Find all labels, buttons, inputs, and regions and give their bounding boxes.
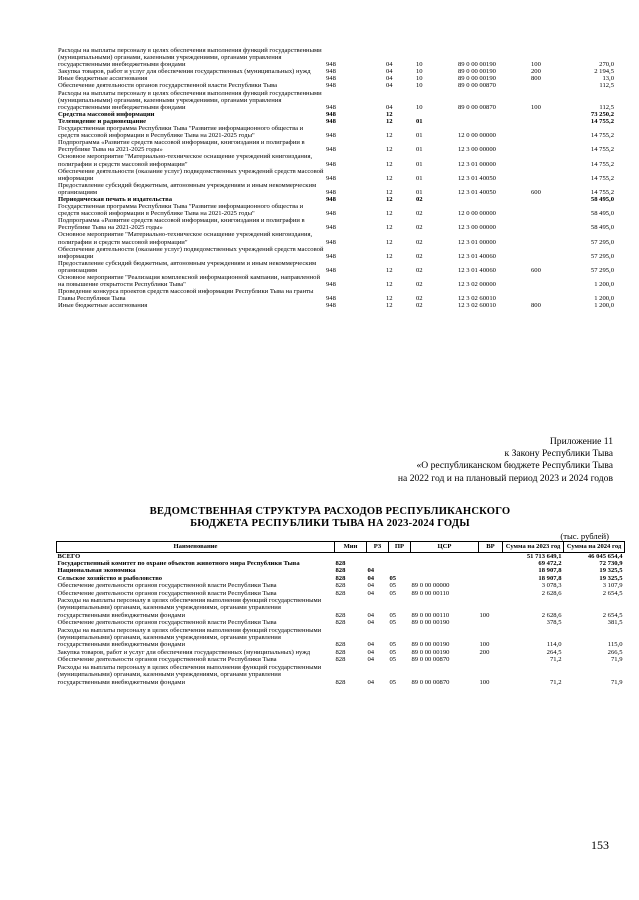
row-vr: [479, 590, 503, 597]
row-sum-2023: 18 907,8: [538, 574, 562, 582]
row-min: 948: [326, 281, 336, 289]
row-sum-2023: 264,5: [546, 648, 562, 656]
row-rz: 12: [386, 160, 393, 168]
row-min: 948: [326, 103, 336, 111]
row-rz: 04: [367, 589, 375, 597]
row-sum: 57 295,0: [590, 252, 614, 260]
row-sum: 14 755,2: [590, 174, 614, 182]
row-name: Закупка товаров, работ и услуг для обеспечения государственных (муниципальных) нужд: [58, 68, 311, 76]
row-pr: 05: [389, 678, 397, 686]
row-name: Обеспечение деятельности органов государственной власти Республики Тыва: [57, 589, 277, 597]
row-vr: 100: [479, 611, 490, 619]
row-pr: 05: [389, 656, 397, 664]
row-vr: [479, 656, 503, 663]
row-vr: 100: [479, 678, 490, 686]
appendix-line-3: «О республиканском бюджете Республики Тыва: [416, 460, 613, 472]
row-rz: 12: [386, 210, 393, 218]
row-pr: 05: [389, 641, 397, 649]
table-row: [57, 597, 625, 619]
row-name: Закупка товаров, работ и услуг для обеспечения государственных (муниципальных) нужд: [57, 648, 311, 656]
row-min: 948: [326, 302, 336, 310]
row-pr: 01: [416, 117, 423, 125]
row-csr: 12 3 01 40060: [458, 266, 496, 274]
row-csr: 89 0 00 00190: [411, 648, 450, 656]
table-row: [58, 168, 614, 182]
row-name: Предоставление субсидий бюджетным, автономным учреждениям и иным некоммерческим организациям: [58, 181, 317, 196]
row-sum: 270,0: [599, 61, 614, 69]
row-name: ВСЕГО: [57, 552, 81, 560]
row-rz: 12: [386, 110, 393, 118]
row-min: 948: [326, 146, 336, 154]
row-pr: 02: [416, 238, 423, 246]
row-sum-2024: 71,9: [610, 678, 623, 686]
row-name: Сельское хозяйство и рыболовство: [57, 574, 163, 582]
row-pr: 01: [416, 146, 423, 154]
row-name: Обеспечение деятельности (оказание услуг) подведомственных учреждений средств массовой информации: [58, 167, 324, 182]
header-name: Наименование: [57, 542, 335, 553]
table-row: [57, 552, 625, 560]
row-vr: 100: [531, 61, 541, 69]
row-min: 948: [326, 266, 336, 274]
row-csr: 89 0 00 00870: [411, 656, 450, 664]
table-row: [58, 125, 614, 139]
row-pr: 10: [416, 75, 423, 83]
row-rz: 04: [367, 648, 375, 656]
row-name: Проведение конкурса проектов средств массовой информации Республики Тыва на гранты Главы Республики Тыва: [58, 288, 314, 303]
row-sum: 112,5: [599, 82, 614, 90]
row-sum-2023: 18 907,8: [538, 567, 562, 575]
row-name: Подпрограмма «Развитие средств массовой информации, книгоиздания и полиграфии в Республике Тыва на 2021-2025 годы»: [58, 217, 305, 232]
row-pr: 10: [416, 61, 423, 69]
row-rz: 12: [386, 132, 393, 140]
row-rz: 12: [386, 252, 393, 260]
row-rz: [367, 560, 389, 567]
row-min: 948: [326, 295, 336, 303]
row-name: Иные бюджетные ассигнования: [58, 75, 148, 83]
row-vr: [531, 246, 561, 260]
row-pr: 02: [416, 281, 423, 289]
table-row: [58, 217, 614, 231]
row-min: 948: [326, 195, 336, 203]
row-name: Расходы на выплаты персоналу в целях обеспечения выполнения функций государственными (муниципальными) органами, казенными учреждениями, органами управления государственными внебюджетными фондами: [57, 663, 322, 686]
row-csr: 89 0 00 00870: [411, 678, 450, 686]
table-row: [58, 274, 614, 288]
row-min: 828: [335, 678, 346, 686]
row-pr: 05: [389, 574, 397, 582]
row-csr: 12 3 01 00000: [458, 238, 496, 246]
row-vr: [531, 82, 561, 89]
row-pr: 02: [416, 295, 423, 303]
row-sum-2024: 72 730,9: [599, 560, 623, 567]
row-name: Расходы на выплаты персоналу в целях обеспечения выполнения функций государственными (муниципальными) органами, казенными учреждениями, органами управления государственными внебюджетными фондами: [58, 89, 322, 111]
row-pr: [389, 560, 411, 567]
appendix-line-1: Приложение 11: [549, 436, 613, 447]
row-csr: [411, 560, 479, 567]
table-row: [58, 153, 614, 167]
row-vr: [531, 217, 561, 231]
row-sum: 58 495,0: [590, 210, 614, 218]
row-csr: 12 3 02 00000: [458, 281, 496, 289]
row-sum: 14 755,2: [590, 146, 614, 154]
row-rz: 04: [386, 75, 393, 83]
table-row: [58, 68, 614, 75]
row-rz: 12: [386, 238, 393, 246]
row-sum: 73 250,2: [590, 110, 614, 118]
row-sum-2024: 71,9: [610, 656, 623, 664]
row-sum: 14 755,2: [590, 160, 614, 168]
row-vr: 800: [531, 302, 541, 310]
table-row: [57, 590, 625, 597]
row-rz: 12: [386, 302, 393, 310]
row-vr: [531, 274, 561, 288]
row-vr: [531, 231, 561, 245]
row-sum-2023: 114,0: [546, 641, 562, 649]
row-vr: [531, 118, 561, 125]
row-pr: 05: [389, 619, 397, 627]
row-sum: 57 295,0: [590, 266, 614, 274]
unit-label: (тыс. рублей): [560, 531, 609, 541]
row-vr: [479, 567, 503, 574]
row-min: 948: [326, 132, 336, 140]
row-min: 948: [326, 117, 336, 125]
row-vr: 100: [531, 103, 541, 111]
table-row: [57, 627, 625, 649]
row-pr: [389, 567, 411, 574]
table-row: [58, 118, 614, 125]
header-csr: ЦСР: [411, 542, 479, 553]
row-sum-2023: 378,5: [546, 619, 562, 627]
row-csr: 12 3 02 60010: [458, 295, 496, 303]
row-name: Телевидение и радиовещание: [58, 117, 147, 125]
row-pr: 01: [416, 174, 423, 182]
row-min: 828: [335, 641, 346, 649]
row-csr: 12 3 01 40050: [458, 188, 496, 196]
row-pr: 02: [416, 302, 423, 310]
row-min: 948: [326, 224, 336, 232]
row-min: 948: [326, 68, 336, 76]
row-rz: 04: [367, 611, 375, 619]
row-rz: 04: [386, 68, 393, 76]
row-name: Государственная программа Республики Тыва "Развитие информационного общества и средств массовой информации в Республике Тыва на 2021-2025 годы": [58, 203, 304, 218]
row-min: 948: [326, 110, 336, 118]
row-min: 948: [326, 210, 336, 218]
row-rz: 12: [386, 295, 393, 303]
row-name: Подпрограмма «Развитие средств массовой информации, книгоиздания и полиграфии в Республике Тыва на 2021-2025 годы»: [58, 139, 305, 154]
row-min: 948: [326, 238, 336, 246]
table-row: [57, 656, 625, 663]
table-row: [58, 302, 614, 309]
table-row: [58, 47, 614, 68]
row-vr: [479, 575, 503, 582]
row-min: 828: [335, 619, 346, 627]
row-pr: 01: [416, 132, 423, 140]
row-rz: 12: [386, 174, 393, 182]
row-min: 948: [326, 188, 336, 196]
row-sum: 14 755,2: [590, 132, 614, 140]
table-header-row: [57, 542, 625, 553]
table-row: [57, 567, 625, 574]
row-pr: 10: [416, 68, 423, 76]
row-vr: [531, 153, 561, 167]
table-row: [58, 231, 614, 245]
row-vr: 800: [531, 75, 541, 83]
row-rz: 04: [367, 656, 375, 664]
row-sum: 58 495,0: [590, 224, 614, 232]
row-name: Обеспечение деятельности органов государственной власти Республики Тыва: [57, 619, 277, 627]
table-row: [57, 560, 625, 567]
row-vr: [531, 111, 561, 118]
row-sum-2024: 266,5: [607, 648, 623, 656]
row-min: 948: [326, 61, 336, 69]
row-name: Обеспечение деятельности (оказание услуг) подведомственных учреждений средств массовой информации: [58, 245, 324, 260]
row-csr: 12 0 00 00000: [458, 210, 496, 218]
header-min: Мин: [335, 542, 367, 553]
row-name: Средства массовой информации: [58, 110, 155, 118]
table-row: [57, 664, 625, 686]
row-min: 948: [326, 160, 336, 168]
row-pr: 05: [389, 648, 397, 656]
row-min: 828: [335, 656, 346, 664]
row-vr: [531, 168, 561, 182]
row-pr: 05: [389, 611, 397, 619]
row-sum: 14 755,2: [590, 188, 614, 196]
row-rz: 04: [367, 641, 375, 649]
row-sum-2023: 71,2: [549, 678, 562, 686]
row-rz: 04: [367, 619, 375, 627]
row-rz: 04: [367, 574, 375, 582]
appendix-line-4: на 2022 год и на плановый период 2023 и 2024 годов: [397, 472, 613, 484]
header-sum-2023: Сумма на 2023 год: [503, 542, 564, 553]
row-rz: 12: [386, 188, 393, 196]
row-min: 828: [335, 560, 346, 567]
row-min: 948: [326, 174, 336, 182]
appendix-line-2: к Закону Республики Тыва: [504, 448, 613, 460]
table-row: [57, 575, 625, 582]
row-sum-2024: 2 654,5: [602, 589, 623, 597]
row-min: 828: [335, 589, 346, 597]
row-csr: 12 3 00 00000: [458, 224, 496, 232]
table-row: [58, 288, 614, 302]
row-sum-2024: 19 325,5: [599, 567, 623, 575]
row-csr: 12 0 00 00000: [458, 132, 496, 140]
row-rz: 04: [386, 61, 393, 69]
row-sum-2023: 71,2: [549, 656, 562, 664]
row-min: [335, 552, 367, 560]
row-sum-2024: 19 325,5: [599, 574, 623, 582]
page-number: 153: [591, 838, 609, 852]
row-pr: 02: [416, 252, 423, 260]
row-name: Расходы на выплаты персоналу в целях обеспечения выполнения функций государственными (муниципальными) органами, казенными учреждениями, органами управления государственными внебюджетными фондами: [57, 626, 322, 649]
row-sum: 58 495,0: [590, 195, 614, 203]
row-name: Иные бюджетные ассигнования: [58, 302, 148, 310]
header-vr: ВР: [479, 542, 503, 553]
row-rz: 12: [386, 266, 393, 274]
row-sum: 1 200,0: [594, 302, 614, 310]
row-sum: 13,0: [602, 75, 614, 83]
row-rz: 04: [386, 103, 393, 111]
row-min: 828: [335, 648, 346, 656]
row-vr: [479, 582, 503, 589]
row-csr: 89 0 00 00190: [458, 61, 496, 69]
document-title: [80, 506, 580, 531]
row-csr: 12 3 00 00000: [458, 146, 496, 154]
row-sum-2024: 2 654,5: [602, 611, 623, 619]
row-csr: 89 0 00 00870: [458, 103, 496, 111]
header-sum-2024: Сумма на 2024 год: [564, 542, 625, 553]
row-rz: 04: [367, 582, 375, 590]
row-min: 828: [335, 567, 346, 575]
table-row: [58, 75, 614, 82]
row-csr: 89 0 00 00870: [458, 82, 496, 90]
table-row: [58, 196, 614, 203]
row-name: Основное мероприятие "Реализация комплексной информационной кампании, направленной на повышение открытости Республики Тыва": [58, 274, 321, 289]
budget-table-continued: [58, 47, 614, 309]
row-min: 948: [326, 75, 336, 83]
header-rz: РЗ: [367, 542, 389, 553]
row-rz: 12: [386, 146, 393, 154]
row-csr: 12 3 01 00000: [458, 160, 496, 168]
row-vr: [479, 552, 503, 560]
header-pr: ПР: [389, 542, 411, 553]
row-sum: 1 200,0: [594, 281, 614, 289]
row-rz: 12: [386, 281, 393, 289]
row-vr: 200: [479, 648, 490, 656]
title-line-2: БЮДЖЕТА РЕСПУБЛИКИ ТЫВА НА 2023-2024 ГОДЫ: [190, 518, 470, 530]
row-vr: [531, 139, 561, 153]
row-csr: [411, 575, 479, 582]
table-row: [58, 82, 614, 89]
row-name: Обеспечение деятельности органов государственной власти Республики Тыва: [57, 656, 277, 664]
row-rz: 12: [386, 117, 393, 125]
row-rz: 04: [386, 82, 393, 90]
row-name: Государственный комитет по охране объектов животного мира Республики Тыва: [57, 560, 300, 567]
row-sum: 112,5: [599, 103, 614, 111]
row-csr: 12 3 01 40060: [458, 252, 496, 260]
row-min: 828: [335, 582, 346, 590]
row-pr: 10: [416, 103, 423, 111]
table-row: [58, 203, 614, 217]
row-name: Обеспечение деятельности органов государственной власти Республики Тыва: [58, 82, 278, 90]
row-csr: [411, 567, 479, 574]
table-row: [57, 649, 625, 656]
row-sum: 57 295,0: [590, 238, 614, 246]
row-csr: [458, 118, 531, 125]
row-rz: 04: [367, 567, 375, 575]
table-row: [58, 111, 614, 118]
table-row: [58, 139, 614, 153]
row-pr: 02: [416, 210, 423, 218]
row-pr: 05: [389, 589, 397, 597]
budget-table: [56, 541, 625, 686]
row-sum-2024: 46 045 654,4: [587, 552, 623, 560]
row-pr: 02: [416, 195, 423, 203]
appendix-note: [398, 436, 613, 485]
row-min: 828: [335, 611, 346, 619]
row-vr: 600: [531, 266, 541, 274]
table-row: [57, 582, 625, 589]
table-row: [58, 246, 614, 260]
row-sum: 14 755,2: [590, 117, 614, 125]
row-csr: 89 0 00 00190: [458, 68, 496, 76]
row-pr: 01: [416, 188, 423, 196]
table-row: [58, 182, 614, 196]
title-line-1: ВЕДОМСТВЕННАЯ СТРУКТУРА РАСХОДОВ РЕСПУБЛИКАНСКОГО: [149, 506, 511, 517]
row-name: Основное мероприятие "Материально-техническое оснащение учреждений книгоиздания, полиграфии и средств массовой информации": [58, 231, 313, 246]
row-pr: 01: [416, 160, 423, 168]
row-vr: [531, 125, 561, 139]
row-csr: 89 0 00 00110: [411, 611, 450, 619]
row-name: Обеспечение деятельности органов государственной власти Республики Тыва: [57, 582, 277, 590]
table-row: [57, 619, 625, 626]
row-sum-2023: 2 628,6: [541, 611, 562, 619]
row-csr: 89 0 00 00000: [411, 582, 450, 590]
row-rz: 04: [367, 678, 375, 686]
row-name: Периодическая печать и издательства: [58, 195, 173, 203]
row-sum-2023: 3 078,3: [541, 582, 562, 590]
row-vr: 100: [479, 641, 490, 649]
row-pr: [389, 552, 411, 560]
row-name: Государственная программа Республики Тыва "Развитие информационного общества и средств массовой информации в Республике Тыва на 2021-2025 годы": [58, 125, 304, 140]
row-csr: 12 3 01 40050: [458, 174, 496, 182]
row-vr: [479, 619, 503, 626]
row-min: 948: [326, 82, 336, 90]
row-rz: 12: [386, 195, 393, 203]
row-vr: [531, 196, 561, 203]
row-pr: 05: [389, 582, 397, 590]
row-pr: [416, 111, 458, 118]
row-vr: 200: [531, 68, 541, 76]
row-sum: 1 200,0: [594, 295, 614, 303]
row-csr: [458, 111, 531, 118]
row-vr: [531, 203, 561, 217]
row-sum-2024: 115,0: [607, 641, 623, 649]
row-vr: [531, 288, 561, 302]
row-sum-2023: 51 713 649,1: [526, 552, 562, 560]
row-name: Национальная экономика: [57, 567, 136, 575]
row-csr: [411, 552, 479, 560]
row-csr: 89 0 00 00190: [411, 619, 450, 627]
row-name: Предоставление субсидий бюджетным, автономным учреждениям и иным некоммерческим организациям: [58, 259, 317, 274]
row-sum-2023: 69 472,2: [538, 560, 562, 567]
row-name: Основное мероприятие "Материально-техническое оснащение учреждений книгоиздания, полиграфии и средств массовой информации": [58, 153, 313, 168]
table-row: [58, 90, 614, 111]
row-min: 828: [335, 574, 346, 582]
row-csr: 89 0 00 00190: [411, 641, 450, 649]
row-pr: 02: [416, 266, 423, 274]
row-vr: [479, 560, 503, 567]
row-rz: [367, 552, 389, 560]
row-min: 948: [326, 252, 336, 260]
table-row: [58, 260, 614, 274]
row-name: Расходы на выплаты персоналу в целях обеспечения выполнения функций государственными (муниципальными) органами, казенными учреждениями, органами управления государственными внебюджетными фондами: [57, 597, 322, 619]
row-vr: 600: [531, 188, 541, 196]
row-csr: [458, 196, 531, 203]
row-csr: 89 0 00 00190: [458, 75, 496, 83]
row-sum-2024: 3 107,9: [602, 582, 623, 590]
row-rz: 12: [386, 224, 393, 232]
row-csr: 89 0 00 00110: [411, 589, 450, 597]
row-csr: 12 3 02 60010: [458, 302, 496, 310]
row-pr: 02: [416, 224, 423, 232]
row-pr: 10: [416, 82, 423, 90]
row-name: Расходы на выплаты персоналу в целях обеспечения выполнения функций государственными (муниципальными) органами, казенными учреждениями, органами управления государственными внебюджетными фондами: [58, 47, 322, 69]
row-sum: 2 194,5: [594, 68, 614, 76]
row-sum-2024: 381,5: [607, 619, 623, 627]
row-sum-2023: 2 628,6: [541, 589, 562, 597]
